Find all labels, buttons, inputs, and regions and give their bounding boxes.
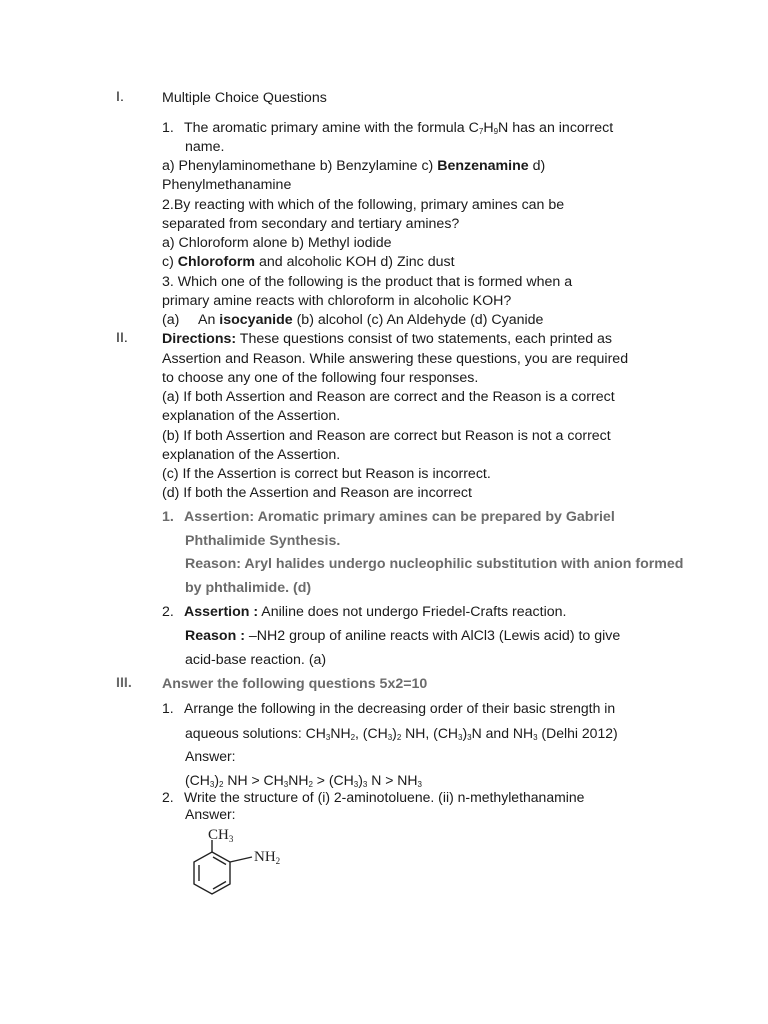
s3-q1-l2-d: ) [392, 725, 397, 741]
s3-q1-l2-c: , (CH [355, 725, 388, 741]
directions-text: These questions consist of two statements, each printed as [236, 331, 613, 347]
q1-text-a: The aromatic primary amine with the formula C [184, 120, 479, 136]
aminotoluene-structure [182, 824, 302, 910]
q1-sub-7: 7 [478, 127, 484, 136]
q1-line1 [162, 119, 613, 138]
response-b: (b) If both Assertion and Reason are correct but Reason is not a correct [162, 428, 611, 444]
q2-line2: separated from secondary and tertiary amines? [162, 216, 460, 232]
s3-q1-ans-a: (CH [185, 772, 210, 788]
q3-opt-rest: (b) alcohol (c) An Aldehyde (d) Cyanide [292, 312, 544, 328]
s3-q1-l2-s4: 2 [396, 733, 402, 742]
ar-item2-reason [185, 627, 620, 646]
s3-q1-answer-label: Answer: [185, 748, 236, 764]
ar-item1-assertion: Assertion: Aromatic primary amines can be prepared by Gabriel [184, 509, 615, 525]
q2-options-cd [162, 253, 455, 272]
s3-q1-ans-g: N > NH [367, 772, 418, 788]
ar-item1-line4: by phthalimide. (d) [185, 580, 312, 596]
s3-q1-ans-s3: 3 [283, 780, 289, 789]
ar-item2-reason-label: Reason : [185, 628, 245, 644]
s3-q1-l2-f: ) [462, 725, 468, 741]
s3-q2-answer-label: Answer: [185, 806, 236, 822]
q1-sub-9: 9 [493, 127, 499, 136]
section-number-1: I. [116, 89, 124, 105]
s3-q2-text: Write the structure of (i) 2-aminotoluene. (ii) n-methylethanamine [184, 789, 585, 805]
response-c: (c) If the Assertion is correct but Reason is incorrect. [162, 466, 491, 482]
response-a: (a) If both Assertion and Reason are correct and the Reason is a correct [162, 389, 615, 405]
q1-option-bold: Benzenamine [437, 158, 529, 174]
s3-q1-ans-s2: 2 [219, 780, 224, 789]
s3-q1-ans-b: ) [214, 772, 220, 788]
section-number-2: II. [116, 330, 128, 346]
ar-item2-assertion [162, 603, 566, 622]
q1-options-ab: a) Phenylaminomethane b) Benzylamine c) [162, 158, 438, 174]
ar-item1-line1 [162, 508, 615, 527]
s3-q1-l2-e: NH, (CH [401, 725, 459, 741]
q2-line1: 2.By reacting with which of the following, primary amines can be [162, 197, 565, 213]
q2-opt-c-prefix: c) [162, 254, 178, 270]
s3-q1-l2-s1: 3 [325, 733, 331, 742]
s3-q1-l2-b: NH [330, 725, 351, 741]
s3-q1-ans-f: ) [358, 772, 363, 788]
ar-item2-assertion-text: Aniline does not undergo Friedel-Crafts reaction. [258, 604, 567, 620]
q2-options-ab: a) Chloroform alone b) Methyl iodide [162, 235, 392, 251]
s3-q1-ans-s6: 3 [362, 780, 368, 789]
q3-opt-an: An [198, 312, 220, 328]
q3-opt-a-label: (a) [162, 312, 180, 328]
q3-opt-bold: isocyanide [219, 312, 293, 328]
ar-item1-line2: Phthalimide Synthesis. [185, 533, 341, 549]
s3-q1-l2-s3: 3 [387, 733, 393, 742]
s3-q1-ans-s7: 3 [417, 780, 422, 789]
s3-q1-ans-c: NH > CH [223, 772, 284, 788]
s3-q2-number: 2. [162, 789, 174, 805]
section-title-mcq: Multiple Choice Questions [162, 90, 327, 106]
s3-q1-text: Arrange the following in the decreasing order of their basic strength in [184, 700, 616, 716]
response-d: (d) If both the Assertion and Reason are incorrect [162, 485, 472, 501]
q3-line1: 3. Which one of the following is the product that is formed when a [162, 274, 573, 290]
s3-q1-ans-s5: 3 [353, 780, 359, 789]
q1-options-line2: Phenylmethanamine [162, 177, 292, 193]
s3-q1-l2-s5: 3 [458, 733, 463, 742]
directions-label: Directions: [162, 331, 237, 347]
s3-q1-ans-s4: 2 [308, 780, 313, 789]
q1-options [162, 157, 545, 176]
q2-opt-c-rest: and alcoholic KOH d) Zinc dust [255, 254, 455, 270]
q1-text-h: H [483, 120, 494, 136]
s3-q1-l2-s2: 2 [350, 733, 356, 742]
s3-q1-line2 [185, 724, 618, 743]
section-title-answer: Answer the following questions 5x2=10 [162, 676, 428, 692]
q3-options [162, 311, 543, 330]
s3-q1-l2-s6: 3 [467, 733, 472, 742]
ar-item2-number: 2. [162, 604, 174, 620]
s3-q1-line1 [162, 699, 615, 718]
s3-q1-ans-s1: 3 [209, 780, 215, 789]
ar-item1-number: 1. [162, 509, 174, 525]
directions-line: to choose any one of the following four responses. [162, 370, 479, 386]
q1-number: 1. [162, 120, 174, 136]
s3-q1-ans-e: > (CH [312, 772, 354, 788]
directions-line: Assertion and Reason. While answering these questions, you are required [162, 351, 629, 367]
q1-text-n: N has an incorrect [498, 120, 614, 136]
q1-line2: name. [185, 139, 225, 155]
response-a-cont: explanation of the Assertion. [162, 408, 341, 424]
q2-opt-c-bold: Chloroform [177, 254, 256, 270]
ar-item1-reason: Reason: Aryl halides undergo nucleophilic substitution with anion formed [185, 556, 684, 572]
q3-line2: primary amine reacts with chloroform in alcoholic KOH? [162, 293, 512, 309]
ar-item2-assertion-label: Assertion : [184, 604, 259, 620]
s3-q1-l2-h: (Delhi 2012) [537, 725, 618, 741]
section-number-3: III. [116, 675, 132, 691]
ch3-label: $CH_3$ [208, 827, 234, 844]
s3-q1-l2-s7: 3 [533, 733, 538, 742]
response-b-cont: explanation of the Assertion. [162, 447, 341, 463]
directions-line [162, 330, 612, 349]
s3-q1-number: 1. [162, 700, 174, 716]
ar-item2-reason-text: –NH2 group of aniline reacts with AlCl3 (Lewis acid) to give [244, 628, 621, 644]
s3-q1-l2-g: N and NH [471, 725, 534, 741]
ar-item2-line3: acid-base reaction. (a) [185, 652, 327, 668]
s3-q1-ans-d: NH [288, 772, 309, 788]
q1-option-d: d) [528, 158, 546, 174]
nh2-label: $NH_2$ [254, 849, 281, 866]
s3-q1-l2-a: aqueous solutions: CH [185, 725, 326, 741]
